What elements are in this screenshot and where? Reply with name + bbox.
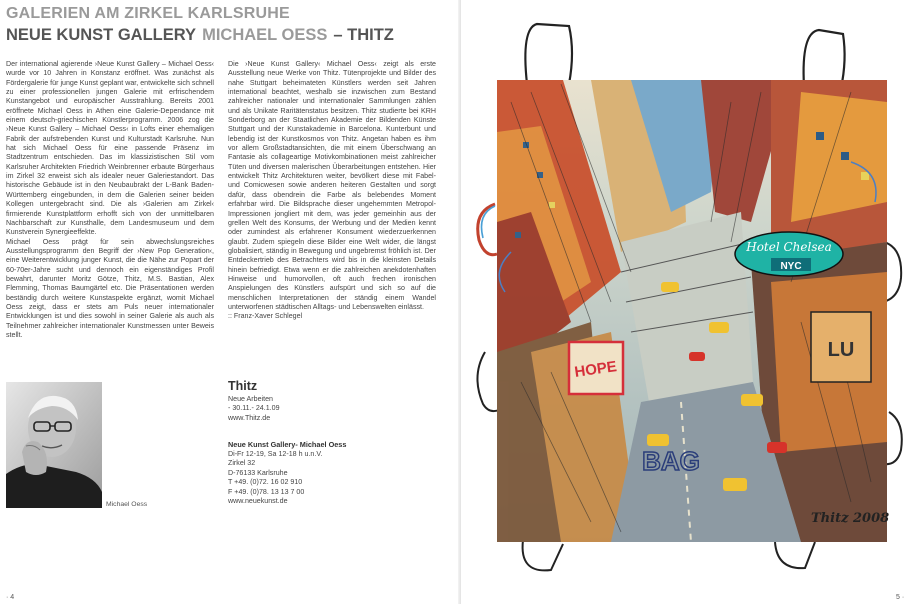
left-page xyxy=(0,0,460,604)
gallery-name: Neue Kunst Gallery- Michael Oess xyxy=(228,440,347,449)
hotel-sign-text: Hotel Chelsea xyxy=(746,240,832,254)
bag-lettering xyxy=(642,446,700,476)
lu-sign-text: LU xyxy=(827,339,855,361)
lu-sign xyxy=(811,312,871,382)
exhibition-dates: - 30.11.- 24.1.09 xyxy=(228,404,280,413)
gallery-street: Zirkel 32 xyxy=(228,459,256,468)
column1-paragraph: Michael Oess prägt für sein abwechslungsreiches Ausstellungsprogramm den Begriff der ›New Pop Generation‹, eine Weiterentwicklung junger Kunst, die die Nähe zur Popart der 60-70er-Jahre sucht und dennoch ein eigenständiges Profil bewahrt, darunter Moritz Götze, Thitz, M.S. Bastian, Alex Flemming, Thomas Baumgärtel etc. Die Präsentationen werden beständig durch weitere Kunstaspekte ergänzt, womit Michael Oess zeigt, dass er stets am Puls neuer internationaler Entwicklungen ist und dies sowohl in seiner Galerie als auch als Teilnehmer zahlreicher internationaler Kunstmessen unter Beweis stellt. xyxy=(6,237,214,339)
page-number-right: 5 · xyxy=(896,594,905,601)
portrait-image xyxy=(6,382,102,508)
section-kicker: GALERIEN AM ZIRKEL KARLSRUHE xyxy=(6,5,290,22)
gallery-contact xyxy=(228,450,322,506)
nyc-sign-text: NYC xyxy=(780,261,802,272)
headline-gallery: NEUE KUNST GALLERY xyxy=(6,26,197,44)
hope-sign xyxy=(569,342,623,394)
gallery-city: D-76133 Karlsruhe xyxy=(228,468,288,477)
gallery-hours: Di-Fr 12-19, Sa 12-18 h u.n.V. xyxy=(228,450,323,458)
artist-signature: Thitz 2008 xyxy=(811,511,890,526)
page-number-left: · 4 xyxy=(6,594,15,601)
author-credit: :: Franz-Xaver Schlegel xyxy=(228,312,303,321)
thitz-artwork xyxy=(471,22,905,574)
photo-caption: Michael Oess xyxy=(106,501,148,508)
article-column-1 xyxy=(6,60,214,340)
column1-paragraph: Der international agierende ›Neue Kunst Gallery – Michael Oess‹ wurde vor 10 Jahren in Konstanz eröffnet. Was zunächst als Fördergalerie für junge Kunst geplant war, entwickelte sich schnell zu einer professionellen jungen Galerie mit erfrischendem Kunstangebot und europäischer Ausstrahlung. Bereits 2001 eröffnete Michael Oess in Athen eine Galerie-Dependance mit einem deutsch-griechischen Künstlerprogramm. 2006 zog die ›Neue Kunst Gallery – Michael Oess‹ in Lofts einer ehemaligen Fabrik der aufstrebenden Kunst und Kulturstadt Karlsruhe. Nun hat sich Michael Oess für eine passende Präsenz im Stadtzentrum entschieden. Das im klassizistischen Stil vom Karlsruher Architekten Friedrich Weinbrenner erbaute Bürgerhaus im Zirkel 32 erweist sich als idealer neuer Galeriestandort. Das historische Gebäude ist in den Neubaubrakt der L-Bank Baden-Württemberg eingebunden, in dem die Galerien seiner beiden Kollegen untergebracht sind. Die als ›Galerien am Zirkel‹ firmierende Kunstplattform erhofft sich von der unmittelbaren Nachbarschaft zur Kunsthalle, dem Landesmuseum und dem Kunstverein Synergieeffekte. xyxy=(6,60,214,237)
column2-paragraph: Die ›Neue Kunst Gallery‹ Michael Oess‹ zeigt als erste Ausstellung neue Werke von Thitz. Tütenprojekte und Bilder des nahe Stuttgart beheimateten Künstlers werden seit Jahren international beachtet, weshalb sie inzwischen zum Bestand zahlreicher nationaler und internationaler Sammlungen zählen und als Unikate Raritätenstatus besitzen. Thitz studierte bei KRH Sonderborg an der Staatlichen Akademie der Bildenden Künste Stuttgart und der Kunstakademie in Barcelona. Kunterbunt und lebendig ist der Kunstkosmos von Thitz. Angetan haben es ihm vor allem Großstadtansichten, die mit einem Überschwang an Fantasie als collageartige Motivkombinationen meist zahlreicher Tüten und diversen malerischen Überarbeitungen entstehen. Hier entwickelt Thitz Architekturen weiter, bevölkert diese mit Fabel- und Comicwesen sowie anderen heiteren Gestalten und sorgt dafür, dass obendrein die Farbe als belebendes Moment erfahrbar wird. Die Bildsprache dieser ungehemmten Metropol-Impressionen jongliert mit dem, was jeder gemeinhin aus der grellen Welt des Konsums, der Werbung und der Medien kennt oder zumindest als erfahrener Konsument wiederzuerkennen glaubt. Zudem spiegeln diese Bilder eine Welt wider, die längst globalisiert, ständig in Bewegung und ungebremst fröhlich ist. Der Entdeckertrieb des Betrachters wird bis in die kleinsten Details hinein befriedigt. Etwa wenn er die zahlreichen anekdotenhaften Hinweise und humorvollen, oft auch frechen ironischen Anspielungen des Künstlers aufspürt und sich so auf die menschlichen Interpretationen der ständig einem Wandel unterworfenen städtischen Alltags- und Lebenswelten einlässt. xyxy=(228,60,436,311)
headline-owner: MICHAEL OESS xyxy=(202,26,328,44)
hope-sign-text: HOPE xyxy=(573,358,618,381)
bag-handle-bottom-right xyxy=(775,542,815,568)
bag-handle-bottom-left xyxy=(523,540,563,570)
hotel-chelsea-sign xyxy=(735,232,843,276)
gallery-fax: F +49. (0)78. 13 13 7 00 xyxy=(228,487,305,496)
bag-text: BAG xyxy=(642,446,700,476)
article-column-2 xyxy=(228,60,436,322)
exhibition-info xyxy=(228,395,280,423)
bag-handle-left-2 xyxy=(477,352,499,411)
article-headline xyxy=(6,26,394,45)
headline-artist: – THITZ xyxy=(333,26,394,44)
gallery-phone: T +49. (0)72. 16 02 910 xyxy=(228,478,303,487)
portrait-photo xyxy=(6,382,102,508)
exhibition-website: www.Thitz.de xyxy=(228,413,271,422)
bag-handle-top-right xyxy=(804,30,845,88)
exhibition-subtitle: Neue Arbeiten xyxy=(228,395,273,403)
exhibition-title: Thitz xyxy=(228,379,258,393)
bag-handle-top-left xyxy=(525,24,572,84)
gallery-website: www.neuekunst.de xyxy=(228,497,288,506)
